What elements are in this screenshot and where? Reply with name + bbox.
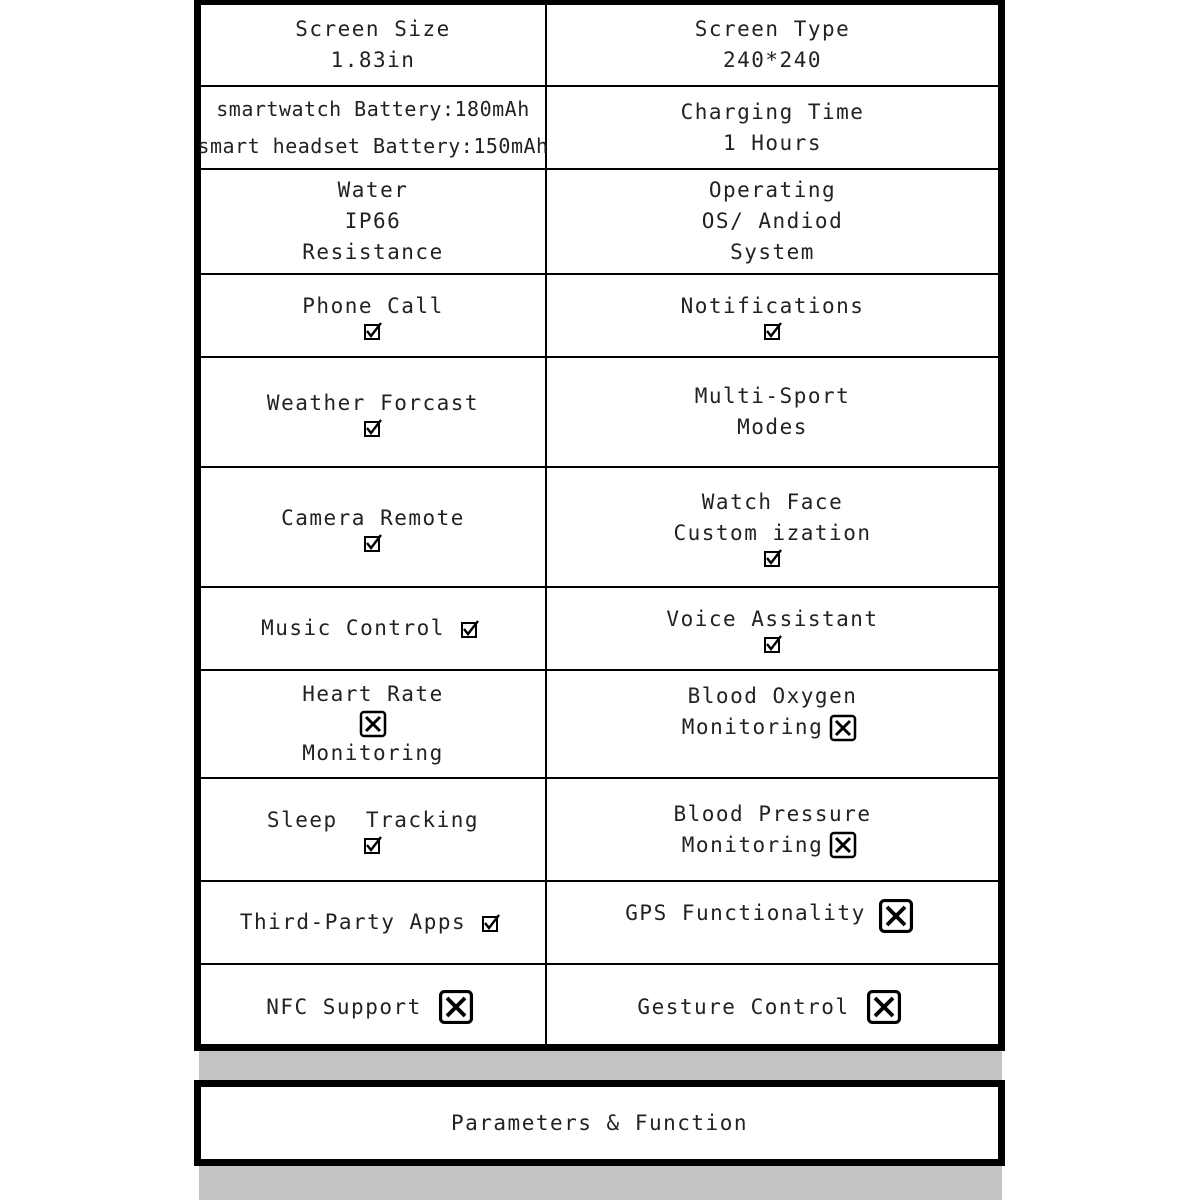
cell-sleep-tracking <box>201 779 547 880</box>
cell-screen-type <box>547 5 998 85</box>
cell-label: Custom ization <box>673 521 872 545</box>
cell-label: Modes <box>737 415 808 439</box>
cell-label: Monitoring <box>681 832 824 857</box>
cell-label: Blood Pressure <box>673 801 872 826</box>
cell-phone-call <box>201 275 547 356</box>
cell-label: Monitoring <box>681 715 824 739</box>
cell-label: GPS Functionality <box>625 901 866 925</box>
cell-label: Camera Remote <box>281 505 465 530</box>
cell-label: smartwatch Battery:180mAh <box>216 96 530 121</box>
cell-label: Weather Forcast <box>266 390 480 415</box>
divider-bar <box>199 1166 1002 1200</box>
cell-label: Charging Time <box>680 99 865 124</box>
cell-nfc <box>201 965 547 1049</box>
cell-blood-oxygen <box>547 671 998 777</box>
checkbox-check-icon <box>764 549 782 567</box>
cell-label: Voice Assistant <box>666 607 879 631</box>
table-row <box>201 358 998 468</box>
cell-watch-face <box>547 468 998 586</box>
table-row <box>201 275 998 358</box>
cell-label: Third-Party Apps <box>239 910 467 934</box>
table-row <box>201 882 998 965</box>
cell-label: Monitoring <box>302 741 444 765</box>
footer-title-box <box>194 1080 1005 1166</box>
cell-weather-forecast <box>201 358 547 466</box>
checkbox-check-icon <box>364 836 382 854</box>
cell-label: Blood Oxygen <box>687 684 858 708</box>
table-row <box>201 671 998 779</box>
cell-operating-system <box>547 170 998 273</box>
table-row <box>201 468 998 588</box>
table-row <box>201 965 998 1049</box>
spec-table <box>194 0 1005 1051</box>
checkbox-check-icon <box>364 419 382 437</box>
cell-voice-assistant <box>547 588 998 669</box>
cell-water-resistance <box>201 170 547 273</box>
cell-value: OS/ Andiod <box>701 209 844 233</box>
cell-label: Watch Face <box>701 490 844 514</box>
checkbox-x-icon <box>829 831 857 859</box>
table-row <box>201 588 998 671</box>
cell-value: IP66 <box>344 209 402 233</box>
checkbox-x-icon <box>866 989 902 1025</box>
cell-label: Heart Rate <box>302 682 444 706</box>
checkbox-x-icon <box>359 710 387 738</box>
cell-value: 240*240 <box>722 48 822 72</box>
cell-label: Sleep Tracking <box>266 808 480 832</box>
cell-label: Gesture Control <box>637 994 850 1019</box>
cell-camera-remote <box>201 468 547 586</box>
table-row <box>201 5 998 87</box>
cell-value: smart headset Battery:150mAh <box>197 133 549 158</box>
cell-label: NFC Support <box>266 994 422 1019</box>
checkbox-x-icon <box>438 989 474 1025</box>
checkbox-check-icon <box>764 635 782 653</box>
cell-notifications <box>547 275 998 356</box>
cell-multi-sport <box>547 358 998 466</box>
cell-label: Multi-Sport <box>694 384 851 408</box>
table-row <box>201 779 998 882</box>
cell-value: 1.83in <box>330 48 416 72</box>
cell-battery <box>197 87 549 168</box>
table-row <box>201 170 998 275</box>
cell-third-party-apps <box>201 882 547 963</box>
cell-label: Notifications <box>680 294 865 318</box>
checkbox-check-icon <box>461 620 479 638</box>
checkbox-check-icon <box>482 914 500 932</box>
cell-label: Water <box>337 178 409 202</box>
cell-label: Screen Size <box>295 17 451 41</box>
cell-label: Music Control <box>261 616 445 640</box>
cell-label: Screen Type <box>694 17 851 41</box>
cell-label: System <box>730 240 815 264</box>
checkbox-x-icon <box>829 714 857 742</box>
checkbox-check-icon <box>764 322 782 340</box>
cell-value: 1 Hours <box>722 130 822 155</box>
checkbox-x-icon <box>878 898 914 934</box>
cell-screen-size <box>201 5 547 85</box>
cell-charging-time <box>547 87 998 168</box>
cell-heart-rate <box>201 671 547 777</box>
footer-title: Parameters & Function <box>450 1111 748 1135</box>
cell-gesture-control <box>547 965 998 1049</box>
cell-music-control <box>201 588 547 669</box>
cell-label: Resistance <box>302 240 444 264</box>
cell-gps <box>547 882 998 963</box>
checkbox-check-icon <box>364 534 382 552</box>
table-row <box>197 87 998 170</box>
cell-label: Operating <box>708 178 837 202</box>
checkbox-check-icon <box>364 322 382 340</box>
divider-bar <box>199 1051 1002 1080</box>
cell-blood-pressure <box>547 779 998 880</box>
cell-label: Phone Call <box>302 294 444 318</box>
